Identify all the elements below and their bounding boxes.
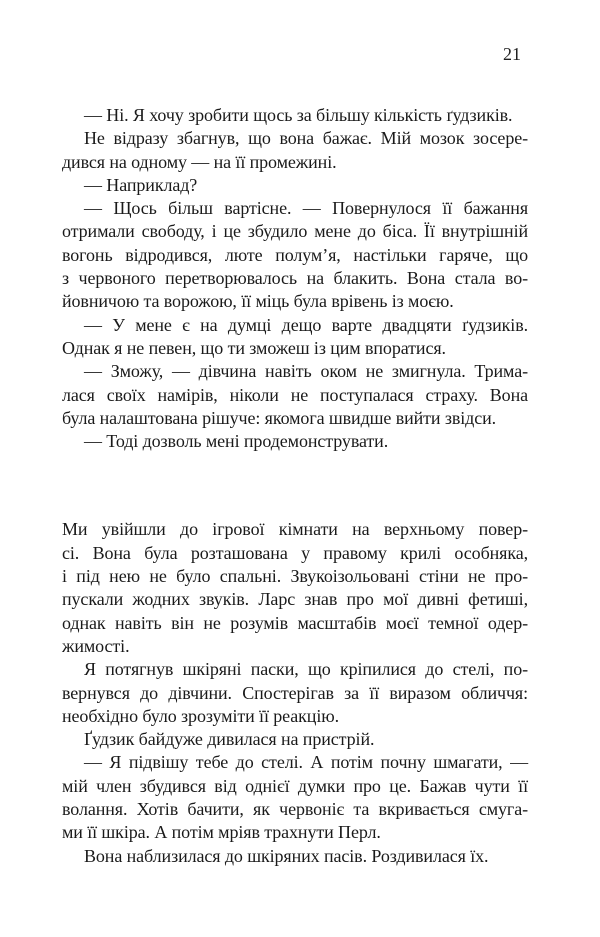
- text-line: дився на одному — на її промежині.: [62, 151, 337, 172]
- text-line: мій член збудився від однієї думки про це. Бажав чути її: [62, 775, 528, 796]
- paragraph: [62, 728, 528, 751]
- page-number: 21: [503, 44, 521, 64]
- paragraph: [62, 845, 528, 868]
- text-line: пускали жодних звуків. Ларс знав про мої дивні фетиші,: [62, 589, 528, 610]
- paragraph: [62, 518, 528, 658]
- paragraph: [62, 658, 528, 728]
- text-line: вернувся до дівчини. Спостерігав за її виразом обличчя:: [62, 682, 528, 703]
- paragraph: [62, 197, 528, 313]
- paragraph: [62, 314, 528, 361]
- text-line: — Наприклад?: [84, 174, 198, 195]
- text-line: Не відразу збагнув, що вона бажає. Мій мозок зосере-: [84, 128, 528, 149]
- text-line: — Зможу, — дівчина навіть оком не змигнула. Трима-: [84, 361, 528, 382]
- paragraph: [62, 430, 528, 453]
- text-line: лася своїх намірів, ніколи не поступалася страху. Вона: [62, 384, 528, 405]
- text-line: з червоного перетворювалось на блакить. Вона стала во-: [62, 268, 528, 289]
- text-line: була налаштована рішуче: якомога швидше вийти звідси.: [62, 407, 497, 428]
- text-line: — Я підвішу тебе до стелі. А потім почну шмагати, —: [84, 752, 528, 773]
- text-block: [62, 104, 528, 868]
- paragraph: [62, 104, 528, 127]
- text-line: Я потягнув шкіряні паски, що кріпилися до стелі, по-: [84, 659, 528, 680]
- text-line: ми її шкіра. А потім мріяв трахнути Перл.: [62, 822, 381, 843]
- text-line: — Щось більш вартісне. — Повернулося її бажання: [84, 198, 528, 219]
- paragraph: [62, 127, 528, 174]
- text-line: отримали свободу, і це збудило мене до біса. Її внутрішній: [62, 221, 528, 242]
- paragraph: [62, 174, 528, 197]
- text-line: Ґудзик байдуже дивилася на пристрій.: [84, 729, 375, 750]
- text-line: — Тоді дозволь мені продемонструвати.: [84, 431, 389, 452]
- paragraph: [62, 360, 528, 430]
- text-line: волання. Хотів бачити, як червоніє та вкривається смуга-: [62, 799, 528, 820]
- text-section: [62, 104, 528, 453]
- text-line: Однак я не певен, що ти зможеш із цим впоратися.: [62, 337, 446, 358]
- text-line: Ми увійшли до ігрової кімнати на верхньому повер-: [62, 519, 528, 540]
- text-line: — У мене є на думці дещо варте двадцяти ґудзиків.: [84, 314, 528, 335]
- paragraph: [62, 751, 528, 844]
- text-line: — Ні. Я хочу зробити щось за більшу кількість ґудзиків.: [84, 105, 513, 125]
- text-line: вогонь відродився, люте полум’я, настільки гаряче, що: [62, 244, 528, 265]
- text-line: жимості.: [62, 635, 130, 656]
- text-line: сі. Вона була розташована у правому крилі особняка,: [62, 542, 528, 563]
- text-line: Вона наблизилася до шкіряних пасів. Роздивилася їх.: [84, 845, 489, 866]
- text-line: необхідно було зрозуміти її реакцію.: [62, 705, 339, 726]
- text-line: однак навіть він не розумів масштабів моєї темної одер-: [62, 612, 528, 633]
- text-line: йовничою та ворожою, її міць була врівень із моєю.: [62, 291, 454, 312]
- text-section: [62, 518, 528, 867]
- text-line: і під нею не було спальні. Звукоізольовані стіни не про-: [62, 566, 528, 587]
